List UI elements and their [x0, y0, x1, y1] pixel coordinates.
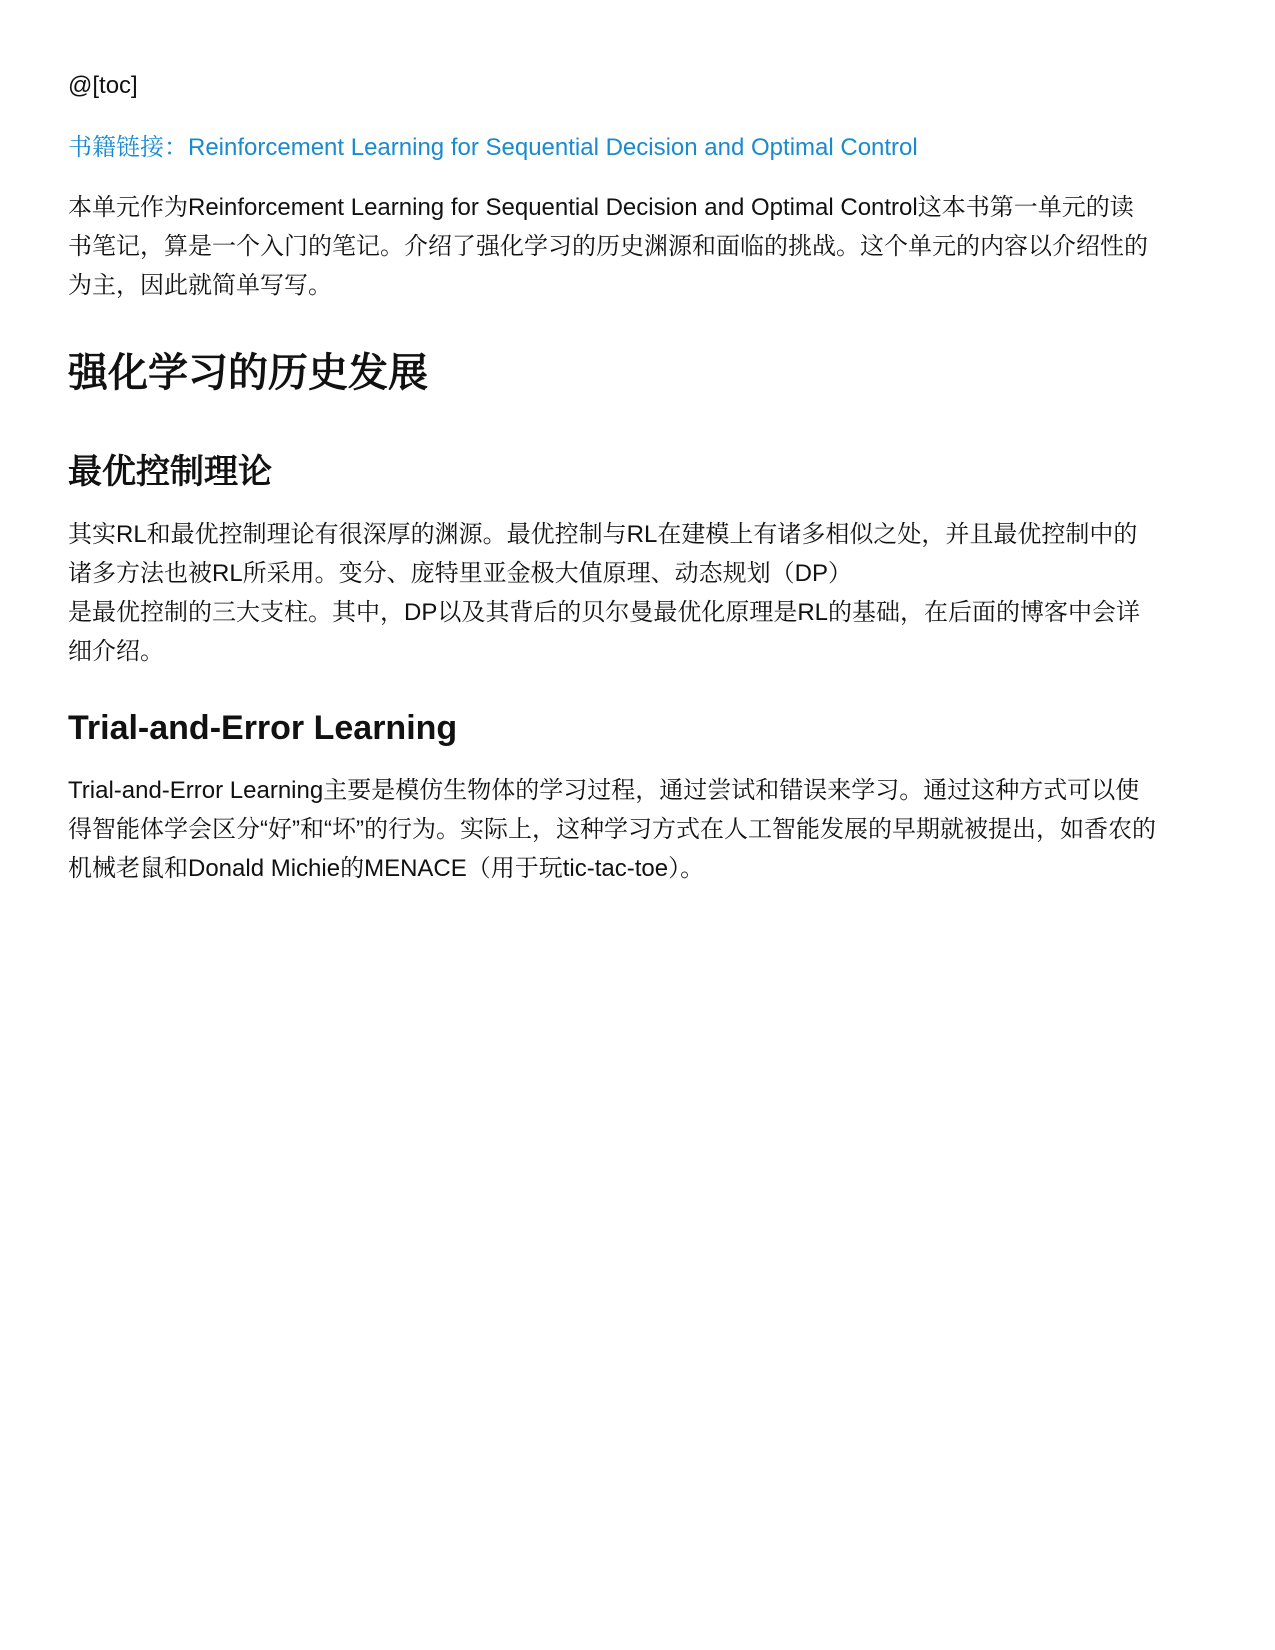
toc-marker: @[toc]	[68, 72, 138, 99]
subsection-title-optimal-control: 最优控制理论	[68, 453, 272, 491]
subsection-title-trial-and-error: Trial-and-Error Learning	[68, 709, 458, 747]
book-link-label: 书籍链接：	[68, 134, 188, 161]
subsection-body-optimal-control: 其实RL和最优控制理论有很深厚的渊源。最优控制与RL在建模上有诸多相似之处，并且最优控制中的 诸多方法也被RL所采用。变分、庞特里亚金极大值原理、动态规划（DP） 是最优控制的三大支柱。其中，DP以及其背后的贝尔曼最优化原理是RL的基础，在后面的博客中会详 细介绍。	[68, 521, 1141, 665]
document-page	[68, 66, 1208, 888]
book-link-title: Reinforcement Learning for Sequential Decision and Optimal Control	[188, 134, 918, 161]
intro-paragraph: 本单元作为Reinforcement Learning for Sequential Decision and Optimal Control这本书第一单元的读 书笔记，算是一个入门的笔记。介绍了强化学习的历史渊源和面临的挑战。这个单元的内容以介绍性的 为主，因此就简单写写。	[68, 194, 1148, 299]
book-link[interactable]	[68, 128, 1208, 168]
section-title: 强化学习的历史发展	[68, 351, 428, 395]
subsection-body-trial-and-error: Trial-and-Error Learning主要是模仿生物体的学习过程，通过尝试和错误来学习。通过这种方式可以使 得智能体学会区分“好”和“坏”的行为。实际上，这种学习方式在人工智能发展的早期就被提出，如香农的 机械老鼠和Donald Michie的MENACE（用于玩tic-tac-toe）。	[68, 777, 1156, 882]
